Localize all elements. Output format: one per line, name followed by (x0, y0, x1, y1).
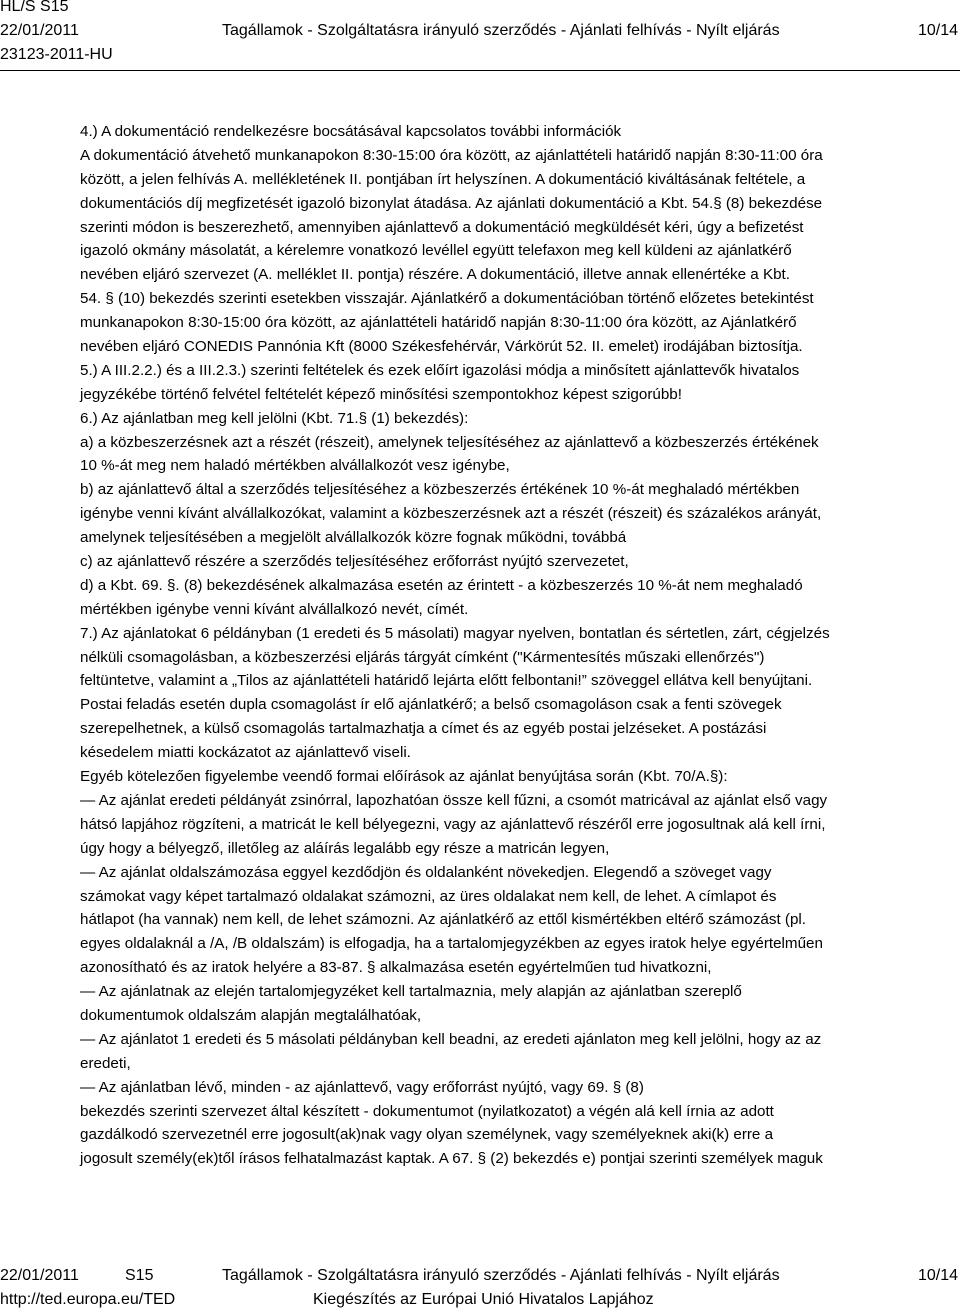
body-line: gazdálkodó szervezetnél erre jogosult(ak)nak vagy olyan személynek, vagy személyeknek aki(k) erre a (80, 1126, 774, 1144)
body-line: bekezdés szerinti szervezet által készített - dokumentumot (nyilatkozatot) a végén alá kell írnia az adott (80, 1102, 774, 1120)
body-line: d) a Kbt. 69. §. (8) bekezdésének alkalmazása esetén az érintett - a közbeszerzés 10 %-át nem meghaladó (80, 576, 803, 594)
body-line: 5.) A III.2.2.) és a III.2.3.) szerinti feltételek és ezek előírt igazolási módja a minősített ajánlattevők hivatalos (80, 361, 800, 379)
footer-notice-title: Tagállamok - Szolgáltatásra irányuló szerződés - Ajánlati felhívás - Nyílt eljárás (222, 1267, 780, 1284)
body-line: 6.) Az ajánlatban meg kell jelölni (Kbt. 71.§ (1) bekezdés): (80, 409, 469, 427)
body-line: 10 %-át meg nem haladó mértékben alvállalkozót vesz igénybe, (80, 457, 510, 475)
footer-page-number: 10/14 (917, 1267, 958, 1284)
body-line: 7.) Az ajánlatokat 6 példányban (1 eredeti és 5 másolati) magyar nyelven, bontatlan és sértetlen, zárt, cégjelzés (80, 624, 830, 642)
body-line: mértékben igénybe venni kívánt alvállalkozó nevét, címét. (80, 600, 469, 618)
body-line: eredeti, (80, 1054, 131, 1072)
body-line: dokumentációs díj megfizetését igazoló bizonylat átadása. Az ajánlati dokumentáció a Kbt. 54.§ (8) bekezdése (80, 194, 823, 212)
body-line: — Az ajánlatban lévő, minden - az ajánlattevő, vagy erőforrást nyújtó, vagy 69. § (8) (80, 1078, 644, 1096)
body-line: munkanapokon 8:30-15:00 óra között, az ajánlattételi határidő napján 8:30-11:00 óra között, az Ajánlatkérő (80, 314, 797, 332)
body-line: — Az ajánlat eredeti példányát zsinórral, lapozhatóan össze kell fűzni, a csomót matricával az ajánlat első vagy (80, 791, 828, 809)
body-line: szerinti módon is beszerezhető, amennyiben ajánlattevő a dokumentáció megküldését kéri, úgy a befizetést (80, 218, 804, 236)
body-line: — Az ajánlatnak az elején tartalomjegyzéket kell tartalmaznia, mely alapján az ajánlatban szereplő (80, 983, 742, 1001)
body-line: c) az ajánlattevő részére a szerződés teljesítéséhez erőforrást nyújtó szervezetet, (80, 553, 629, 571)
document-body (80, 120, 952, 1171)
body-line: feltüntetve, valamint a „Tilos az ajánlattételi határidő lejárta előtt felbontani!” szöveggel ellátva kell benyújtani. (80, 672, 813, 690)
page-header (0, 0, 960, 76)
footer-series: S15 (125, 1267, 154, 1284)
body-line: — Az ajánlat oldalszámozása eggyel kezdődjön és oldalanként növekedjen. Elegendő a szöveget vagy (80, 863, 772, 881)
body-line: A dokumentáció átvehető munkanapokon 8:30-15:00 óra között, az ajánlattételi határidő napján 8:30-11:00 óra (80, 146, 823, 164)
page-footer (0, 1262, 960, 1311)
body-line: egyes oldalaknál a /A, /B oldalszám) is elfogadja, ha a tartalomjegyzékben az egyes iratok helye egyértelműen (80, 935, 823, 953)
body-line: késedelem miatti kockázatot az ajánlattevő viseli. (80, 744, 411, 762)
body-line: dokumentumok oldalszám alapján megtalálhatóak, (80, 1006, 422, 1024)
body-line: hátsó lapjához rögzíteni, a matricát le kell bélyegezni, vagy az ajánlattevő részéről erre jogosultnak alá kell írni, (80, 815, 826, 833)
body-line: — Az ajánlatot 1 eredeti és 5 másolati példányban kell beadni, az eredeti ajánlaton meg kell jelölni, hogy az az (80, 1030, 822, 1048)
footer-url[interactable]: http://ted.europa.eu/TED (0, 1291, 176, 1308)
body-line: úgy hogy a bélyegző, illetőleg az aláírás legalább egy része a matricán legyen, (80, 839, 610, 857)
footer-publication: Kiegészítés az Európai Unió Hivatalos Lapjához (313, 1291, 654, 1308)
body-line: Postai feladás esetén dupla csomagolást ír elő ajánlatkérő; a belső csomagoláson csak a fenti szövegek (80, 696, 782, 714)
footer-date: 22/01/2011 (0, 1267, 79, 1284)
body-line: a) a közbeszerzésnek azt a részét (részeit), amelynek teljesítéséhez az ajánlattevő a közbeszerzés értékének (80, 433, 819, 451)
notice-id: 23123-2011-HU (0, 46, 113, 63)
header-date: 22/01/2011 (0, 22, 79, 39)
body-line: jegyzékébe történő felvétel feltételét képező minősítési szempontokhoz képest szigorúbb! (80, 385, 682, 403)
body-line: számokat vagy képet tartalmazó oldalakat számozni, az üres oldalakat nem kell, de lehet. A címlapot és (80, 887, 777, 905)
body-line: 4.) A dokumentáció rendelkezésre bocsátásával kapcsolatos további információk (80, 123, 622, 140)
body-line: igénybe venni kívánt alvállalkozókat, valamint a közbeszerzésnek azt a részét (részeit) és százalékos arányát, (80, 505, 822, 523)
body-line: Egyéb kötelezően figyelembe veendő formai előírások az ajánlat benyújtása során (Kbt. 70/A.§): (80, 768, 728, 786)
header-page-number: 10/14 (917, 22, 958, 39)
header-notice-title: Tagállamok - Szolgáltatásra irányuló szerződés - Ajánlati felhívás - Nyílt eljárás (222, 22, 780, 39)
body-line: nevében eljáró CONEDIS Pannónia Kft (8000 Székesfehérvár, Várkörút 52. II. emelet) irodájában biztosítja. (80, 338, 803, 356)
body-line: között, a jelen felhívás A. mellékletének II. pontjában írt helyszínen. A dokumentáció kiváltásának feltétele, a (80, 170, 806, 188)
body-line: igazoló okmány másolatát, a kérelemre vonatkozó levéllel együtt telefaxon meg kell küldeni az ajánlatkérő (80, 242, 792, 260)
body-line: 54. § (10) bekezdés szerinti esetekben visszajár. Ajánlatkérő a dokumentációban történő előzetes betekintést (80, 290, 814, 308)
header-divider (0, 70, 960, 71)
body-line: azonosítható és az iratok helyére a 83-87. § alkalmazása esetén egyértelműen tud hivatkozni, (80, 959, 712, 977)
body-line: amelynek teljesítésében a megjelölt alvállalkozók közre fognak működni, továbbá (80, 529, 627, 547)
body-line: jogosult személy(ek)től írásos felhatalmazást kaptak. A 67. § (2) bekezdés e) pontjai szerinti személyek maguk (80, 1150, 823, 1168)
body-line: nélküli csomagolásban, a közbeszerzési eljárás tárgyát címként ("Kármentesítés műszaki ellenőrzés") (80, 648, 765, 666)
body-line: hátlapot (ha vannak) nem kell, de lehet számozni. Az ajánlatkérő az ettől kismértékben eltérő számozást (pl. (80, 911, 806, 929)
body-line: szerepelhetnek, a külső csomagolás tartalmazhatja a címet és az egyéb postai jelzéseket. A postázási (80, 720, 767, 738)
doc-label: HL/S S15 (0, 0, 69, 15)
body-line: b) az ajánlattevő által a szerződés teljesítéséhez a közbeszerzés értékének 10 %-át meghaladó mértékben (80, 481, 800, 499)
body-line: nevében eljáró szervezet (A. melléklet II. pontja) részére. A dokumentáció, illetve annak ellenértéke a Kbt. (80, 266, 790, 284)
